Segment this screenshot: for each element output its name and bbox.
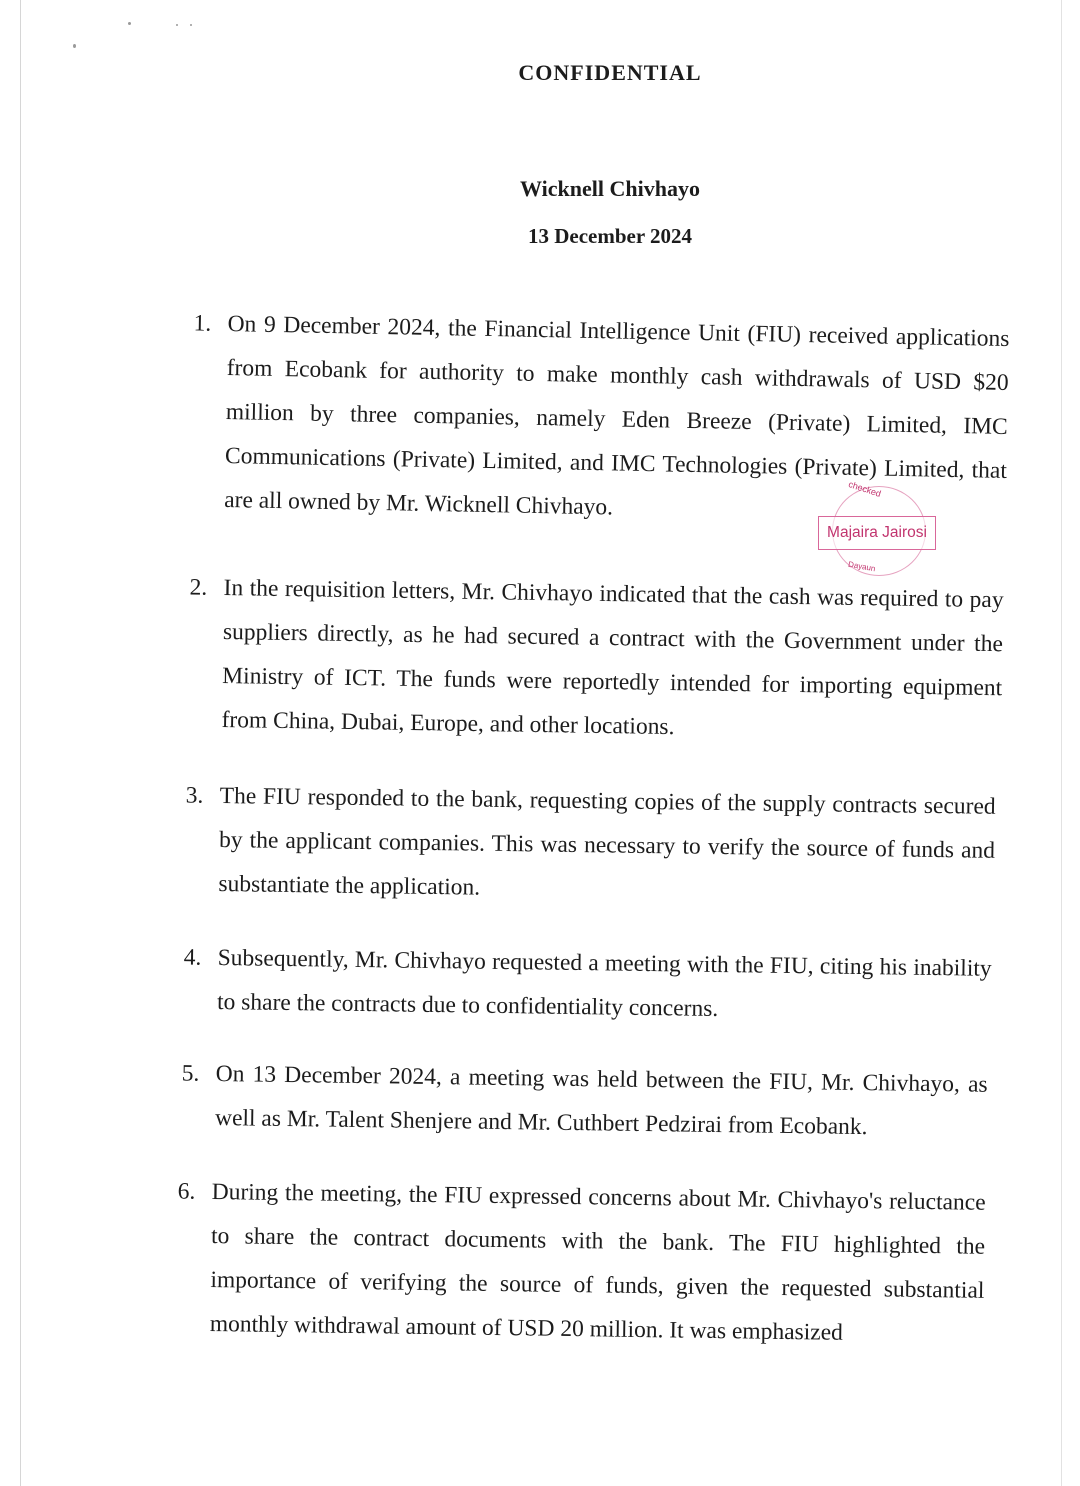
paragraph-text: The FIU responded to the bank, requesting copies of the supply contracts secured by the applicant companies. This was necessary to verify the source of funds and substantiate the application. [218, 782, 996, 901]
scan-speck [190, 24, 192, 26]
paragraph-number: 1. [193, 310, 212, 337]
scan-edge-right [1061, 0, 1062, 1486]
subject-name: Wicknell Chivhayo [520, 176, 700, 201]
scan-speck [73, 44, 76, 48]
document-title: CONFIDENTIAL [518, 60, 702, 85]
scan-speck [176, 24, 178, 26]
paragraph-number: 3. [185, 782, 204, 809]
paragraph-5 [181, 1052, 988, 1151]
paragraph-text: In the requisition letters, Mr. Chivhayo indicated that the cash was required to pay suppliers directly, as he had secured a contract with the Government under the Ministry of ICT. The funds were reportedly intended for importing equipment from China, Dubai, Europe, and other locations. [221, 574, 1004, 741]
paragraph-6 [177, 1170, 986, 1357]
scan-edge-left [20, 0, 21, 1486]
document-date: 13 December 2024 [527, 224, 693, 248]
stamp-top-text: checked [847, 479, 883, 499]
paragraph-text: On 13 December 2024, a meeting was held between the FIU, Mr. Chivhayo, as well as Mr. Talent Shenjere and Mr. Cuthbert Pedzirai from Ecobank. [214, 1060, 988, 1141]
paragraph-4 [183, 936, 992, 1035]
paragraph-number: 5. [181, 1060, 200, 1087]
paragraph-number: 6. [177, 1178, 196, 1205]
paragraph-text: Subsequently, Mr. Chivhayo requested a meeting with the FIU, citing his inability to share the contracts due to confidentiality concerns. [216, 944, 992, 1022]
paragraph-number: 2. [189, 574, 208, 601]
watermark-stamp [818, 479, 940, 580]
stamp-label: Majaira Jairosi [818, 516, 936, 550]
paragraph-text: During the meeting, the FIU expressed concerns about Mr. Chivhayo's reluctance to share the contract documents with the bank. The FIU highlighted the importance of verifying the source of funds, given the requested substantial monthly withdrawal amount of USD 20 million. It was emphasized [209, 1178, 986, 1346]
stamp-bottom-text: Dayaun [847, 559, 877, 574]
scan-speck [128, 22, 131, 25]
paragraph-text: On 9 December 2024, the Financial Intelligence Unit (FIU) received applications from Ecobank for authority to make monthly cash withdrawals of USD $20 million by three companies, namely Eden Breeze (Private) Limited, IMC Communications (Private) Limited, and IMC Technologies (Private) Limited, that are all owned by Mr. Wicknell Chivhayo. [223, 310, 1010, 521]
paragraph-3 [185, 774, 996, 917]
paragraph-number: 4. [183, 944, 202, 971]
paragraph-2 [189, 566, 1004, 754]
